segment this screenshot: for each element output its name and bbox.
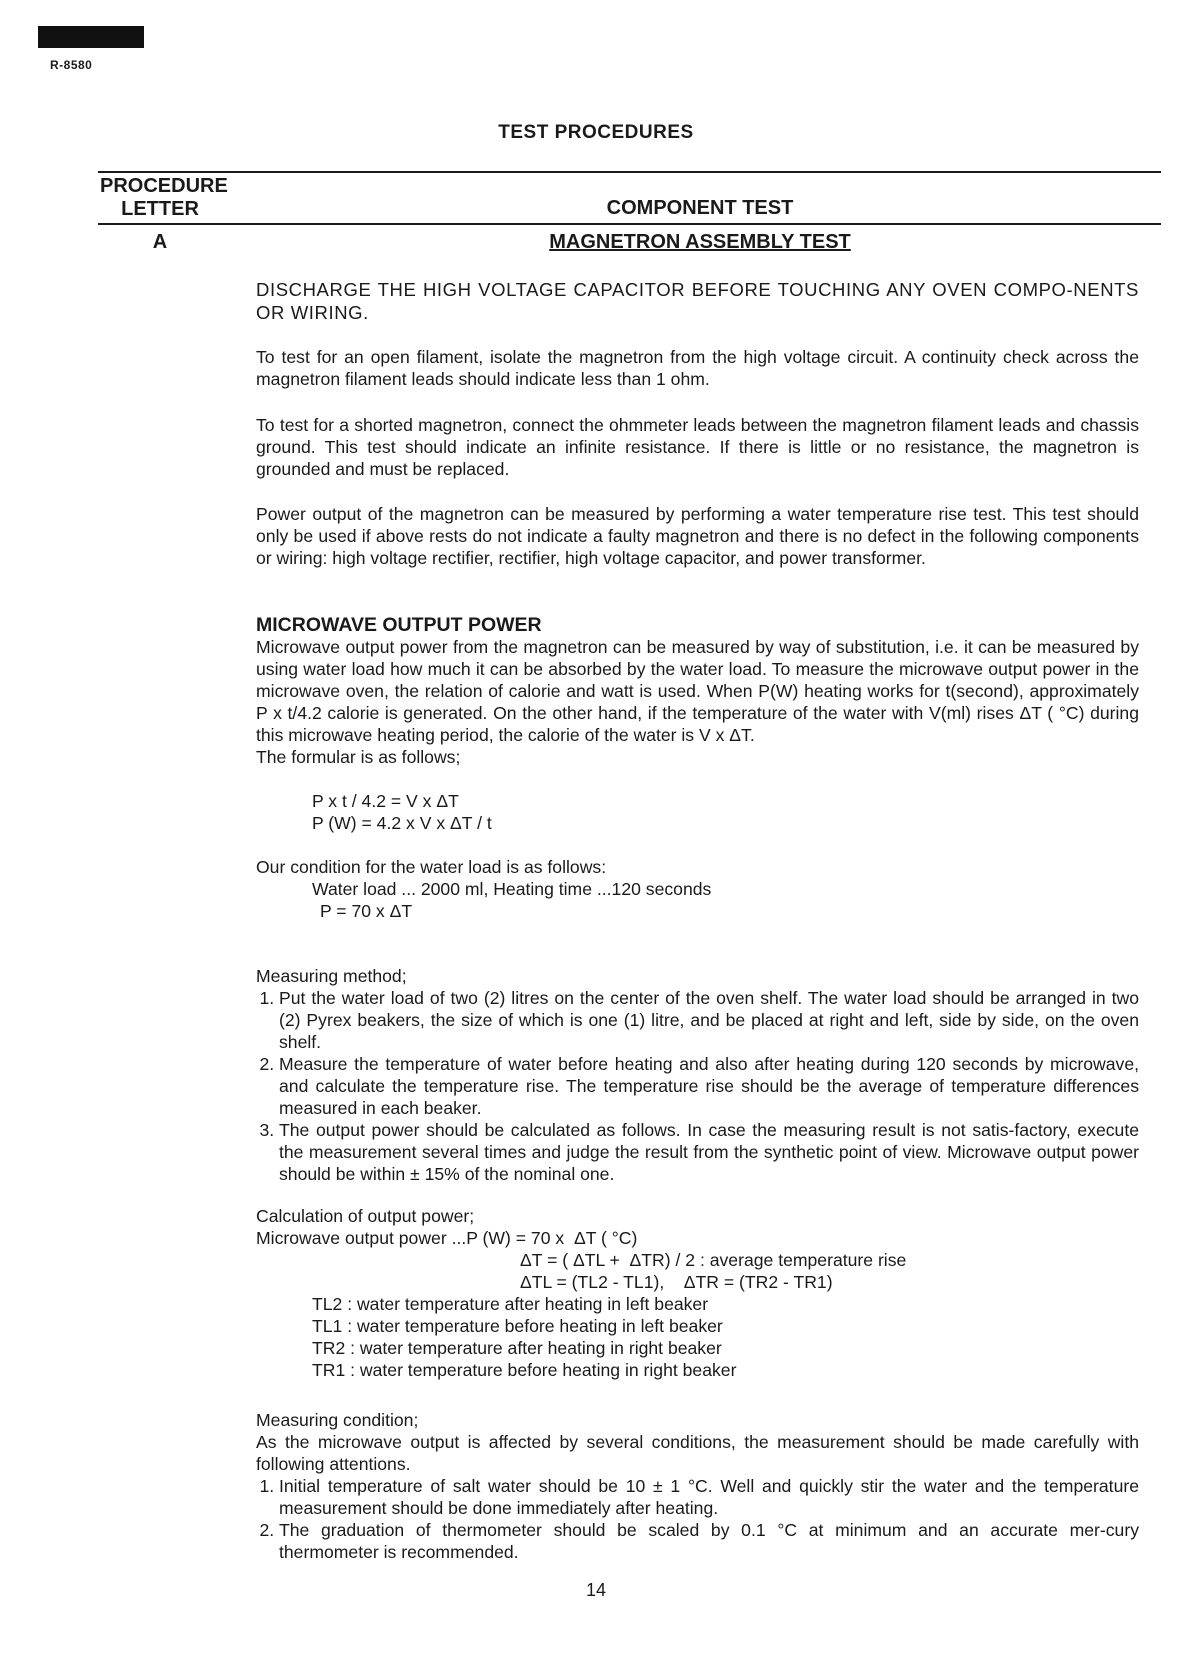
measuring-condition-list: [256, 1475, 1139, 1563]
calculation-line-1: Microwave output power ...P (W) = 70 x ΔT ( °C): [256, 1228, 638, 1248]
condition-intro: Our condition for the water load is as follows:: [256, 857, 607, 877]
calculation-line-3: ΔTL = (TL2 - TL1), ΔTR = (TR2 - TR1): [520, 1272, 833, 1292]
formula-1: P x t / 4.2 = V x ΔT: [312, 791, 459, 811]
header-black-bar: [38, 26, 144, 48]
section-title-text: MAGNETRON ASSEMBLY TEST: [549, 231, 851, 253]
procedure-letter-line1: PROCEDURE: [100, 175, 228, 197]
calculation-line-2: ΔT = ( ΔTL + ΔTR) / 2 : average temperature rise: [520, 1250, 907, 1270]
model-number: R-8580: [50, 58, 93, 72]
procedure-letter-heading: [100, 175, 228, 221]
temperature-legend: [256, 1293, 1139, 1381]
component-test-heading: COMPONENT TEST: [606, 197, 794, 219]
header-rule: [98, 223, 1161, 225]
page-title: TEST PROCEDURES: [498, 122, 694, 143]
condition-item-2: 2. The graduation of thermometer should be scaled by 0.1 °C at minimum and an accurate mer-cury thermometer is recommended.: [279, 1519, 1139, 1563]
method-step-1: 1. Put the water load of two (2) litres on the center of the oven shelf. The water load should be arranged in two (2) Pyrex beakers, the size of which is one (1) litre, and be placed at right and left, side by side, on the oven shelf.: [279, 987, 1139, 1053]
formular-intro: The formular is as follows;: [256, 747, 461, 767]
measuring-method-heading: Measuring method;: [256, 966, 407, 986]
calculation-section: [256, 1205, 1139, 1381]
top-rule: [98, 171, 1161, 173]
condition-item-1: 1. Initial temperature of salt water should be 10 ± 1 °C. Well and quickly stir the water and the temperature measurement should be done immediately after heating.: [279, 1475, 1139, 1519]
procedure-letter-line2: LETTER: [121, 198, 199, 220]
method-step-2: 2. Measure the temperature of water before heating and also after heating during 120 seconds by microwave, and calculate the temperature rise. The temperature rise should be the average of temperature differences measured in each beaker.: [279, 1053, 1139, 1119]
legend-tl2: TL2 : water temperature after heating in left beaker: [312, 1294, 709, 1314]
page-number: 14: [585, 1580, 607, 1600]
calculation-heading: Calculation of output power;: [256, 1206, 475, 1226]
legend-tl1: TL1 : water temperature before heating in left beaker: [312, 1316, 723, 1336]
formula-2: P (W) = 4.2 x V x ΔT / t: [312, 813, 492, 833]
paragraph-power-output: Power output of the magnetron can be measured by performing a water temperature rise test. This test should only be used if above rests do not indicate a faulty magnetron and there is no defect in the following components or wiring: high voltage rectifier, rectifier, high voltage capacitor, and power transformer.: [256, 504, 1139, 568]
section-title: [240, 231, 1160, 254]
paragraph-shorted-magnetron: To test for a shorted magnetron, connect the ohmmeter leads between the magnetron filament leads and chassis ground. This test should indicate an infinite resistance. If there is little or no resistance, the magnetron is grounded and must be replaced.: [256, 415, 1139, 479]
measuring-method-section: [256, 965, 1139, 1185]
procedure-letter: A: [152, 231, 168, 253]
measuring-condition-heading: Measuring condition;: [256, 1410, 419, 1430]
condition-line: Water load ... 2000 ml, Heating time ...120 seconds: [312, 879, 712, 899]
paragraph-open-filament: To test for an open filament, isolate the magnetron from the high voltage circuit. A continuity check across the magnetron filament leads should indicate less than 1 ohm.: [256, 347, 1139, 389]
measuring-condition-intro: As the microwave output is affected by several conditions, the measurement should be made carefully with following attentions.: [256, 1432, 1139, 1474]
microwave-output-intro: Microwave output power from the magnetron can be measured by way of substitution, i.e. it can be measured by using water load how much it can be absorbed by the water load. To measure the microwave output power in the microwave oven, the relation of calorie and watt is used. When P(W) heating works for t(second), approximately P x t/4.2 calorie is generated. On the other hand, if the temperature of the water with V(ml) rises ΔT ( °C) during this microwave heating period, the calorie of the water is V x ΔT.: [256, 637, 1139, 745]
method-step-3: 3. The output power should be calculated as follows. In case the measuring result is not satis-factory, execute the measurement several times and judge the result from the synthetic point of view. Microwave output power should be within ± 15% of the nominal one.: [279, 1119, 1139, 1185]
microwave-output-heading: MICROWAVE OUTPUT POWER: [256, 614, 542, 636]
condition-formula: P = 70 x ΔT: [320, 901, 413, 921]
warning-text: DISCHARGE THE HIGH VOLTAGE CAPACITOR BEFORE TOUCHING ANY OVEN COMPO-NENTS OR WIRING.: [256, 279, 1139, 323]
legend-tr1: TR1 : water temperature before heating in right beaker: [312, 1360, 737, 1380]
measuring-condition-section: [256, 1409, 1139, 1563]
measuring-method-list: [256, 987, 1139, 1185]
legend-tr2: TR2 : water temperature after heating in right beaker: [312, 1338, 722, 1358]
microwave-output-section: [256, 614, 1139, 922]
